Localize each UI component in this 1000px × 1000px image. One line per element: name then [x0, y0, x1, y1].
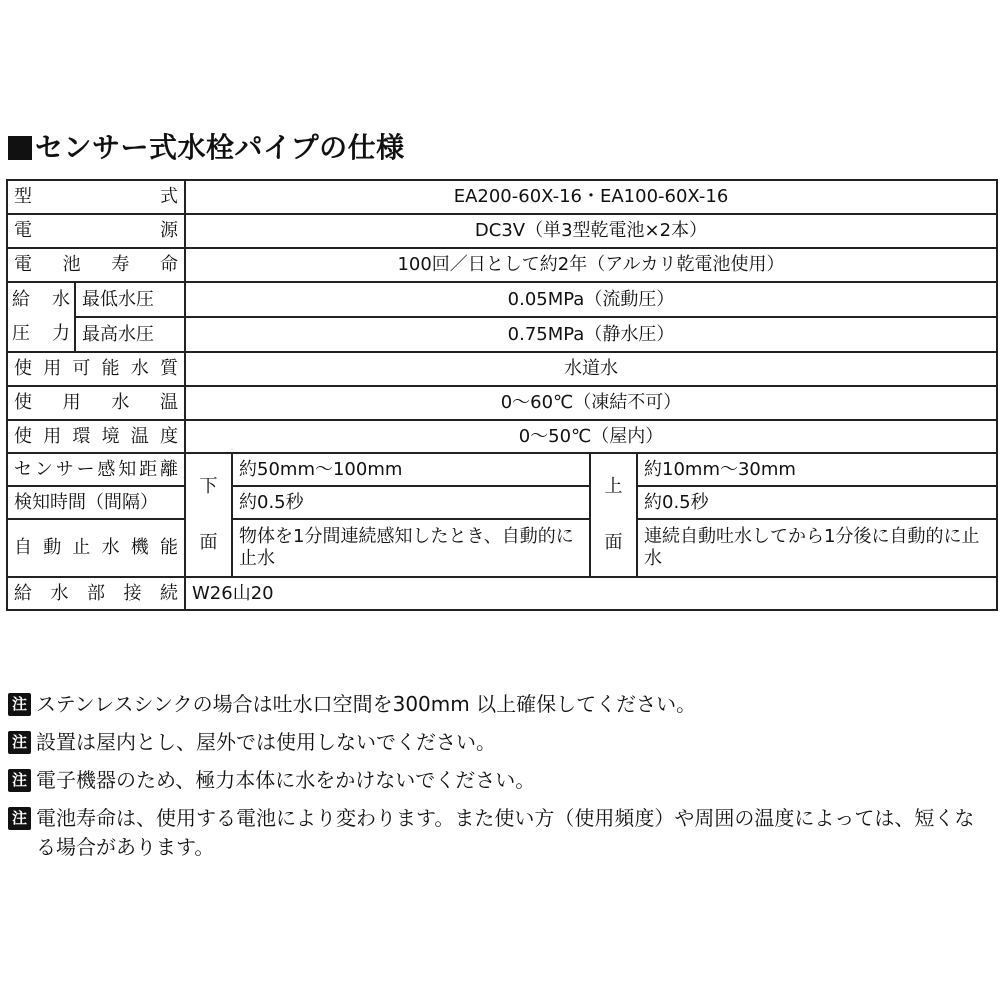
- row-value-connection: W26山20: [185, 577, 997, 610]
- row-label-auto-stop: 自動止水機能: [7, 519, 185, 577]
- row-label-connection: 給水部接続: [7, 577, 185, 610]
- table-row: [7, 453, 997, 486]
- table-row: [7, 317, 997, 352]
- spec-table: [6, 179, 998, 611]
- upper-side-spacer: [591, 507, 636, 523]
- note-text: 電子機器のため、極力本体に水をかけないでください。: [36, 768, 536, 792]
- note-item: [8, 728, 993, 757]
- row-value-battery-life: 100回／日として約2年（アルカリ乾電池使用）: [185, 248, 997, 282]
- row-label-env-temp: 使用環境温度: [7, 420, 185, 453]
- row-label-model: 型式: [7, 180, 185, 214]
- row-value-env-temp: 0～50℃（屋内）: [185, 420, 997, 453]
- note-text: ステンレスシンクの場合は吐水口空間を300mm 以上確保してください。: [36, 692, 697, 716]
- row-value-water-quality: 水道水: [185, 352, 997, 386]
- note-text: 電池寿命は、使用する電池により変わります。また使い方（使用頻度）や周囲の温度によっては、短くなる場合があります。: [36, 806, 975, 859]
- lower-auto-stop-value: 物体を1分間連続感知したとき、自動的に止水: [232, 519, 590, 577]
- table-row: [7, 486, 997, 519]
- water-pressure-group-line1: 給水: [12, 289, 70, 310]
- lower-side-line1: 下: [199, 476, 218, 497]
- row-label-detect-time: 検知時間（間隔）: [7, 486, 185, 519]
- row-label-water-pressure-group: [7, 282, 75, 352]
- row-value-max-pressure: 0.75MPa（静水圧）: [185, 317, 997, 352]
- table-row: [7, 386, 997, 420]
- row-label-water-quality: 使用可能水質: [7, 352, 185, 386]
- row-label-battery-life: 電池寿命: [7, 248, 185, 282]
- row-label-sensor-distance: センサー感知距離: [7, 453, 185, 486]
- title-square-icon: [8, 136, 32, 160]
- water-pressure-group-line2: 圧力: [12, 323, 70, 344]
- upper-detect-value: 約0.5秒: [637, 486, 997, 519]
- title-visible-text: センサー式水栓パイプの仕様: [35, 131, 405, 164]
- note-text: 設置は屋内とし、屋外では使用しないでください。: [36, 730, 496, 754]
- row-label-max-pressure: 最高水圧: [75, 317, 185, 352]
- notes-list: [8, 690, 993, 871]
- note-mark-icon: 注: [8, 807, 31, 830]
- note-item: [8, 690, 993, 719]
- upper-distance-value: 約10mm～30mm: [637, 453, 997, 486]
- row-value-power: DC3V（単3型乾電池×2本）: [185, 214, 997, 248]
- table-row: [7, 519, 997, 577]
- table-row: [7, 180, 997, 214]
- upper-auto-stop-value: 連続自動吐水してから1分後に自動的に止水: [637, 519, 997, 577]
- lower-distance-value: 約50mm～100mm: [232, 453, 590, 486]
- note-item: [8, 804, 993, 862]
- table-row: [7, 214, 997, 248]
- lower-detect-value: 約0.5秒: [232, 486, 590, 519]
- row-label-min-pressure: 最低水圧: [75, 282, 185, 317]
- table-row: [7, 352, 997, 386]
- table-row: [7, 577, 997, 610]
- note-mark-icon: 注: [8, 769, 31, 792]
- row-value-model: EA200-60X-16・EA100-60X-16: [185, 180, 997, 214]
- table-row: [7, 420, 997, 453]
- row-value-water-temp: 0～60℃（凍結不可）: [185, 386, 997, 420]
- lower-side-spacer: [186, 507, 231, 523]
- row-value-min-pressure: 0.05MPa（流動圧）: [185, 282, 997, 317]
- table-row: [7, 282, 997, 317]
- note-mark-icon: 注: [8, 693, 31, 716]
- note-item: [8, 766, 993, 795]
- upper-side-line2: 面: [604, 532, 623, 553]
- upper-side-label: [590, 453, 637, 577]
- page-title: [8, 128, 405, 168]
- row-label-power: 電源: [7, 214, 185, 248]
- table-row: [7, 248, 997, 282]
- note-mark-icon: 注: [8, 731, 31, 754]
- upper-side-line1: 上: [604, 476, 623, 497]
- row-label-water-temp: 使用水温: [7, 386, 185, 420]
- lower-side-label: [185, 453, 232, 577]
- lower-side-line2: 面: [199, 532, 218, 553]
